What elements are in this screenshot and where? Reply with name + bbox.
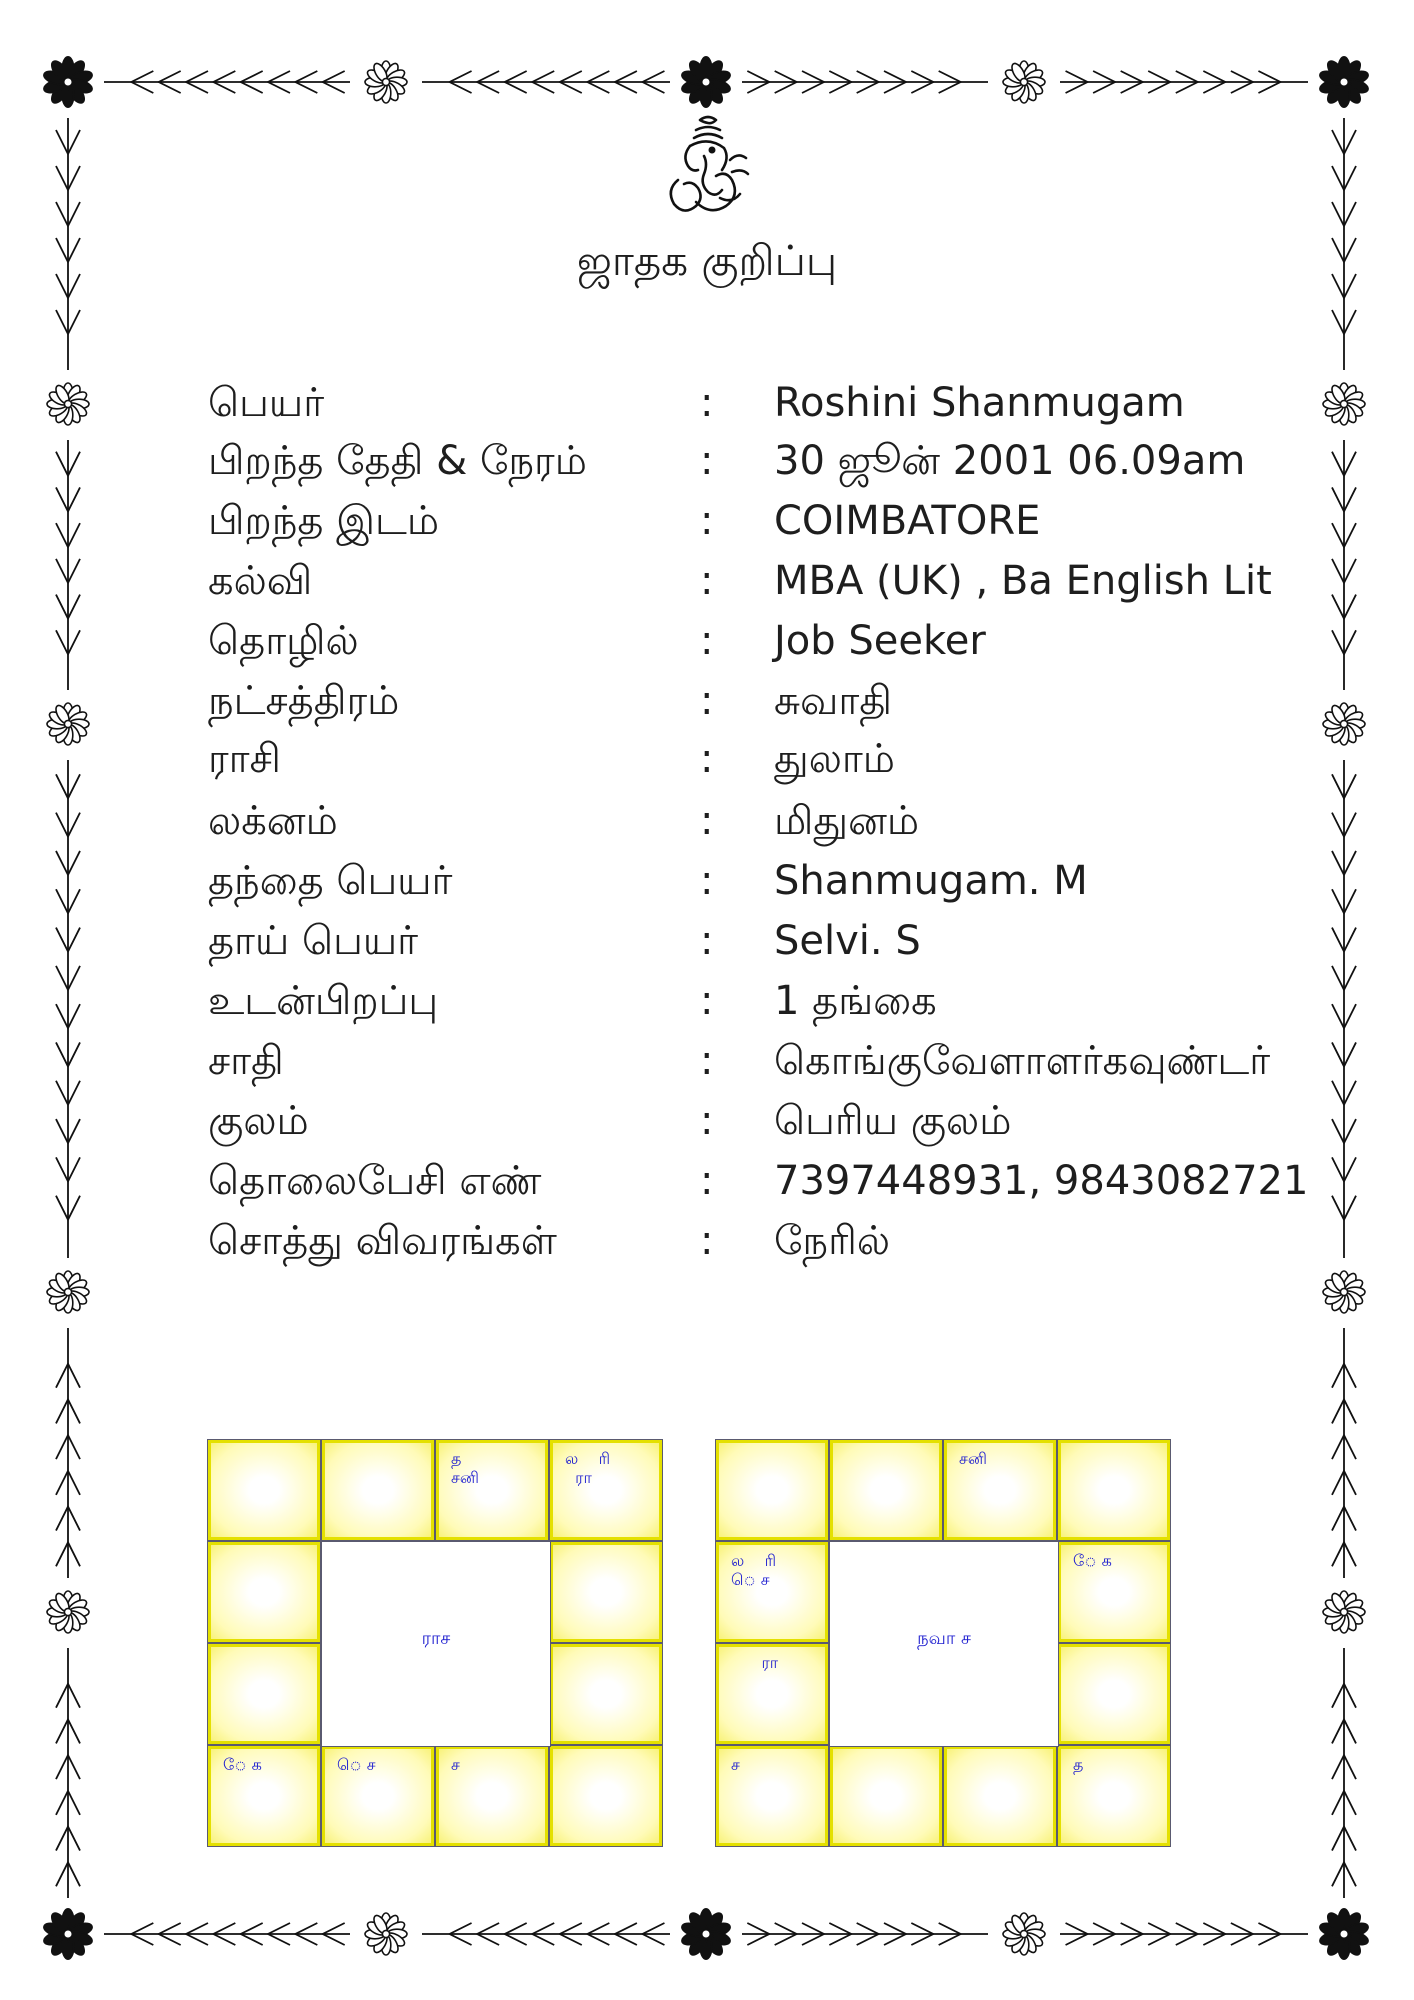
detail-row (0, 438, 1414, 498)
detail-row (0, 1098, 1414, 1158)
detail-separator: : (700, 1098, 714, 1144)
detail-label: பிறந்த தேதி & நேரம் (208, 438, 587, 484)
branch-ornament (56, 1328, 80, 1578)
chart-cell (208, 1746, 320, 1846)
chart-cell (716, 1746, 828, 1846)
navamsa-chart (716, 1440, 1176, 1850)
chart-cell (436, 1440, 548, 1540)
document-title: ஜாதக குறிப்பு (576, 236, 838, 285)
detail-value: பெரிய குலம் (774, 1098, 1012, 1144)
detail-separator: : (700, 858, 714, 904)
detail-separator: : (700, 618, 714, 664)
detail-value: 7397448931, 9843082721 (774, 1158, 1309, 1204)
chart-cell (1058, 1644, 1170, 1744)
detail-separator: : (700, 798, 714, 844)
detail-value: Job Seeker (774, 618, 986, 664)
detail-row (0, 380, 1414, 440)
chart-cell (208, 1644, 320, 1744)
detail-value: நேரில் (774, 1218, 891, 1264)
detail-label: பிறந்த இடம் (208, 498, 440, 544)
detail-label: சாதி (208, 1038, 284, 1084)
chart-cell (716, 1440, 828, 1540)
detail-value: கொங்குவேளாளர்கவுண்டர் (774, 1038, 1271, 1084)
detail-separator: : (700, 1038, 714, 1084)
chart-cell (1058, 1542, 1170, 1642)
detail-row (0, 918, 1414, 978)
chart-cell (322, 1440, 434, 1540)
detail-label: தாய் பெயர் (208, 918, 419, 964)
branch-ornament (1060, 71, 1308, 93)
flower-ornament-icon (1003, 1913, 1045, 1955)
chart-cell (550, 1746, 662, 1846)
flower-ornament-icon (680, 1909, 731, 1959)
chart-cell-text: ெ ச (337, 1755, 376, 1774)
rasi-chart (208, 1440, 668, 1850)
detail-row (0, 858, 1414, 918)
branch-ornament (56, 1648, 80, 1898)
detail-label: லக்னம் (208, 798, 338, 844)
detail-label: கல்வி (208, 558, 313, 604)
detail-label: சொத்து விவரங்கள் (208, 1218, 557, 1264)
detail-row (0, 1218, 1414, 1278)
detail-separator: : (700, 558, 714, 604)
chart-cell-text: த சனி (451, 1449, 479, 1487)
detail-value: மிதுனம் (774, 798, 920, 844)
detail-value: 30 ஜூன் 2001 06.09am (774, 438, 1246, 484)
detail-separator: : (700, 678, 714, 724)
detail-value: COIMBATORE (774, 498, 1041, 544)
branch-ornament (104, 71, 350, 93)
detail-row (0, 678, 1414, 738)
chart-cell-text: ச (731, 1755, 740, 1774)
chart-cell-text: ல ரி ெ ச (731, 1551, 777, 1589)
detail-separator: : (700, 736, 714, 782)
chart-cell-text: ே க (1073, 1551, 1112, 1570)
detail-label: நட்சத்திரம் (208, 678, 400, 724)
detail-label: பெயர் (208, 380, 325, 426)
branch-ornament (1332, 1648, 1356, 1898)
detail-separator: : (700, 1158, 714, 1204)
chart-center-label: ராச (421, 1628, 451, 1649)
detail-separator: : (700, 438, 714, 484)
flower-ornament-icon (42, 1909, 93, 1959)
flower-ornament-icon (680, 57, 731, 107)
detail-row (0, 798, 1414, 858)
detail-value: Roshini Shanmugam (774, 380, 1185, 426)
branch-ornament (422, 1923, 670, 1945)
chart-cell (208, 1440, 320, 1540)
chart-cell (550, 1644, 662, 1744)
chart-center (830, 1542, 1058, 1746)
chart-cell (208, 1542, 320, 1642)
chart-cell-text: ே க (223, 1755, 262, 1774)
detail-separator: : (700, 498, 714, 544)
chart-center-label: நவா ச (917, 1628, 971, 1649)
detail-label: தந்தை பெயர் (208, 858, 453, 904)
detail-value: சுவாதி (774, 678, 893, 724)
detail-row (0, 1158, 1414, 1218)
chart-cell (716, 1644, 828, 1744)
chart-cell (322, 1746, 434, 1846)
detail-value: MBA (UK) , Ba English Lit (774, 558, 1272, 604)
detail-label: உடன்பிறப்பு (208, 978, 439, 1024)
detail-label: தொலைபேசி எண் (208, 1158, 542, 1204)
detail-label: ராசி (208, 736, 281, 782)
flower-ornament-icon (42, 57, 93, 107)
flower-ornament-icon (365, 61, 407, 103)
flower-ornament-icon (365, 1913, 407, 1955)
chart-cell (1058, 1746, 1170, 1846)
branch-ornament (104, 1923, 350, 1945)
flower-ornament-icon (1323, 1591, 1365, 1633)
branch-ornament (422, 71, 670, 93)
detail-row (0, 736, 1414, 796)
detail-value: 1 தங்கை (774, 978, 937, 1024)
detail-label: குலம் (208, 1098, 309, 1144)
chart-cell-text: ல ரி ரா (565, 1449, 611, 1487)
detail-value: துலாம் (774, 736, 895, 782)
chart-cell (830, 1440, 942, 1540)
branch-ornament (1060, 1923, 1308, 1945)
detail-separator: : (700, 1218, 714, 1264)
flower-ornament-icon (47, 1591, 89, 1633)
chart-cell (944, 1440, 1056, 1540)
chart-cell (550, 1440, 662, 1540)
branch-ornament (1332, 1328, 1356, 1578)
detail-row (0, 1038, 1414, 1098)
flower-ornament-icon (1318, 1909, 1369, 1959)
chart-cell (716, 1542, 828, 1642)
detail-separator: : (700, 918, 714, 964)
chart-cell (1058, 1440, 1170, 1540)
detail-label: தொழில் (208, 618, 359, 664)
detail-row (0, 498, 1414, 558)
detail-row (0, 558, 1414, 618)
ganesha-om-icon (660, 112, 754, 222)
branch-ornament (742, 71, 988, 93)
detail-row (0, 618, 1414, 678)
branch-ornament (742, 1923, 988, 1945)
chart-cell (830, 1746, 942, 1846)
chart-cell-text: ச (451, 1755, 460, 1774)
detail-value: Shanmugam. M (774, 858, 1088, 904)
chart-cell (436, 1746, 548, 1846)
chart-cell (944, 1746, 1056, 1846)
flower-ornament-icon (1318, 57, 1369, 107)
detail-row (0, 978, 1414, 1038)
detail-separator: : (700, 380, 714, 426)
chart-cell-text: ரா (731, 1653, 779, 1672)
chart-cell-text: த (1073, 1755, 1084, 1774)
chart-center (322, 1542, 550, 1746)
chart-cell (550, 1542, 662, 1642)
chart-cell-text: சனி (959, 1449, 987, 1468)
detail-separator: : (700, 978, 714, 1024)
flower-ornament-icon (1003, 61, 1045, 103)
detail-value: Selvi. S (774, 918, 921, 964)
